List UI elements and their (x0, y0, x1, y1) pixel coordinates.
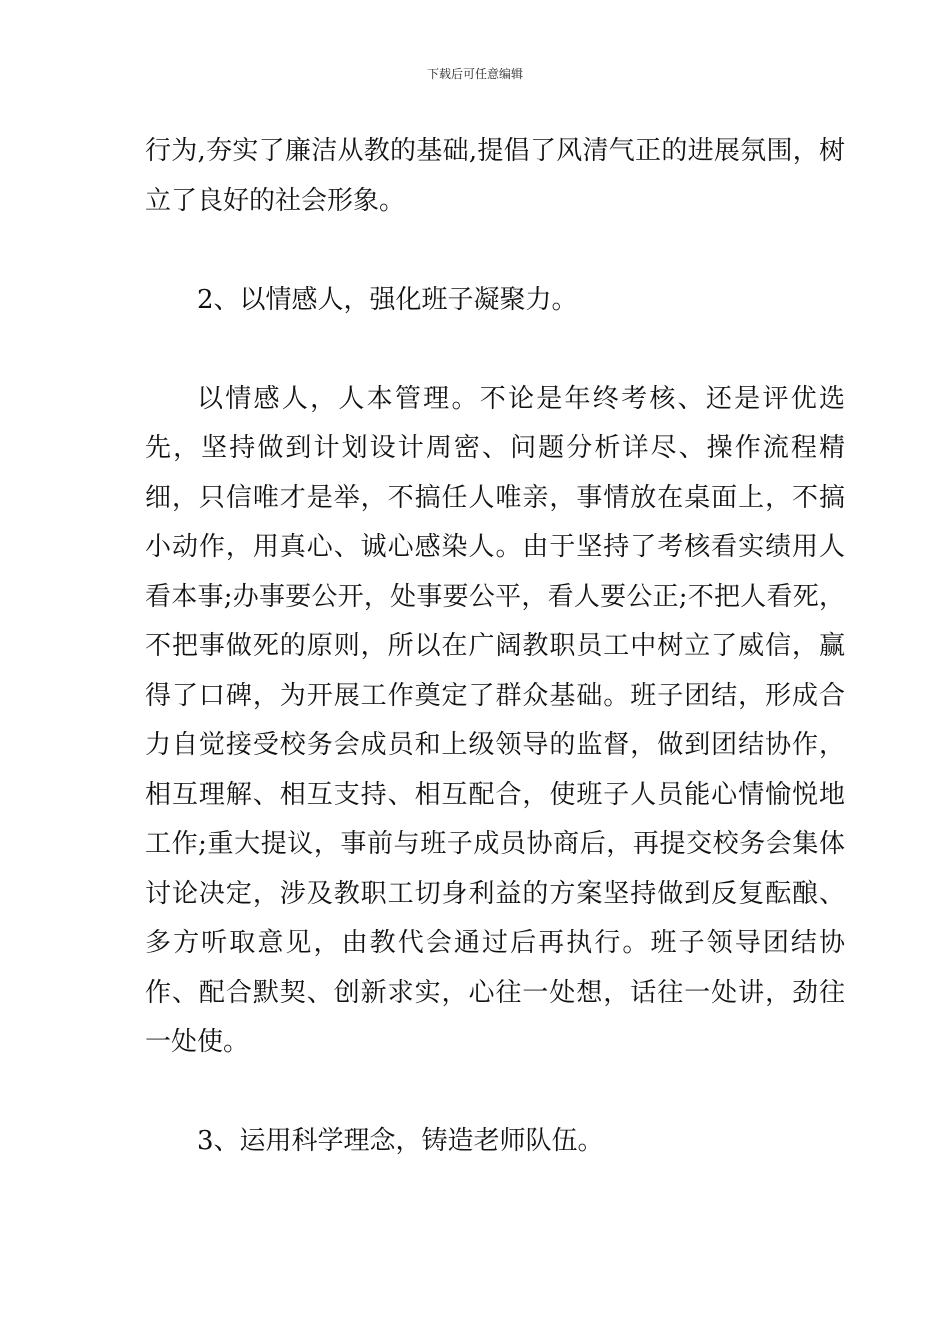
section-heading-2: 2、以情感人，强化班子凝聚力。 (197, 284, 578, 315)
paragraph-gap (145, 226, 845, 276)
paragraph-body: 以情感人，人本管理。不论是年终考核、还是评优选先，坚持做到计划设计周密、问题分析详尽、操作流程精细，只信唯才是举，不搞任人唯亲，事情放在桌面上，不搞小动作，用真心、诚心感染人。由于坚持了考核看实绩用人看本事;办事要公开，处事要公平，看人要公正;不把人看死，不把事做死的原则，所以在广阔教职员工中树立了威信，赢得了口碑，为开展工作奠定了群众基础。班子团结，形成合力自觉接受校务会成员和上级领导的监督，做到团结协作，相互理解、相互支持、相互配合，使班子人员能心情愉悦地工作;重大提议，事前与班子成员协商后，再提交校务会集体讨论决定，涉及教职工切身利益的方案坚持做到反复酝酿、多方听取意见，由教代会通过后再执行。班子领导团结协作、配合默契、创新求实，心往一处想，话往一处讲，劲往一处使。 (145, 383, 845, 1057)
document-body (145, 127, 845, 1167)
paragraph-gap (145, 325, 845, 375)
paragraph-continuation: 行为,夯实了廉洁从教的基础,提倡了风清气正的进展氛围，树立了良好的社会形象。 (145, 136, 845, 216)
paragraph-gap (145, 1068, 845, 1118)
section-heading-3: 3、运用科学理念，铸造老师队伍。 (197, 1126, 604, 1156)
page-header: 下载后可任意编辑 (426, 67, 523, 81)
